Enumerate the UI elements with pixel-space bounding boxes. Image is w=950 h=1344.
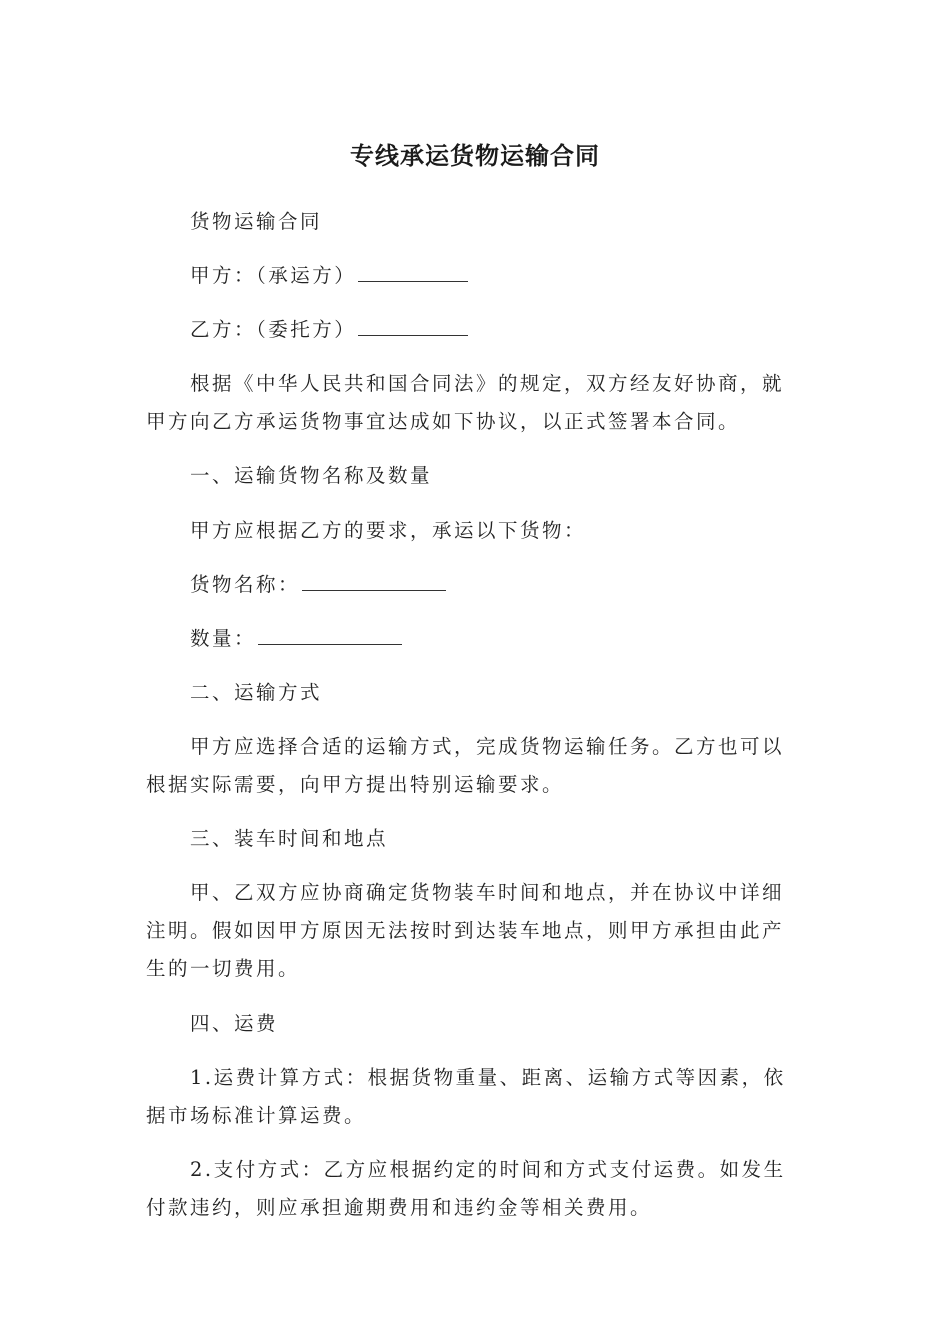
goods-name-label: 货物名称：: [190, 573, 301, 596]
section2-text: 甲方应选择合适的运输方式，完成货物运输任务。乙方也可以根据实际需要，向甲方提出特别运输要求。: [146, 735, 785, 796]
document-title: 专线承运货物运输合同: [350, 142, 600, 170]
party-b-blank: [358, 313, 468, 336]
quantity-line: [146, 620, 796, 658]
party-b-label: 乙方：（委托方）: [190, 318, 357, 341]
section3-heading: 三、装车时间和地点: [190, 827, 389, 850]
party-a-label: 甲方：（承运方）: [190, 264, 357, 287]
quantity-label: 数量：: [190, 627, 257, 650]
section2-heading: 二、运输方式: [190, 681, 323, 704]
section4-heading: 四、运费: [190, 1012, 279, 1035]
section3-text: 甲、乙双方应协商确定货物装车时间和地点，并在协议中详细注明。假如因甲方原因无法按时到达装车地点，则甲方承担由此产生的一切费用。: [146, 881, 785, 980]
section4-item1: 1.运费计算方式：根据货物重量、距离、运输方式等因素，依据市场标准计算运费。: [146, 1066, 786, 1127]
party-b-line: [146, 311, 796, 349]
goods-name-blank: [302, 568, 446, 591]
section4-item2: 2.支付方式：乙方应根据约定的时间和方式支付运费。如发生付款违约，则应承担逾期费用和违约金等相关费用。: [146, 1158, 786, 1219]
intro-paragraph: 根据《中华人民共和国合同法》的规定，双方经友好协商，就甲方向乙方承运货物事宜达成如下协议，以正式签署本合同。: [146, 372, 785, 433]
party-a-line: [146, 257, 796, 295]
party-a-blank: [358, 259, 468, 282]
goods-name-line: [146, 566, 796, 604]
contract-subtitle: 货物运输合同: [190, 210, 323, 233]
section1-heading: 一、运输货物名称及数量: [190, 464, 433, 487]
section1-text: 甲方应根据乙方的要求，承运以下货物：: [190, 519, 587, 542]
quantity-blank: [258, 622, 402, 645]
